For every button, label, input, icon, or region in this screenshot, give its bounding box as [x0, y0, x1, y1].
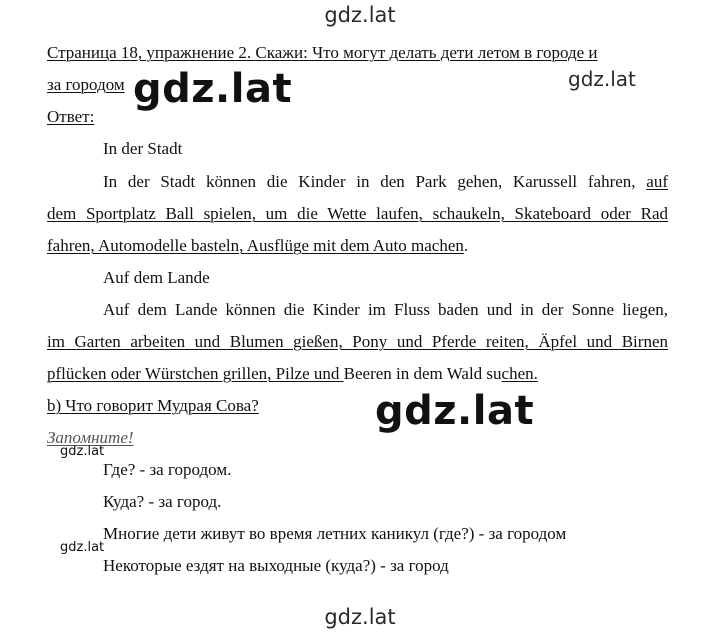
exercise-title-line-2: за городом: [47, 75, 125, 94]
watermark-large-1: gdz.lat: [133, 66, 293, 112]
city-heading: In der Stadt: [103, 139, 183, 158]
country-paragraph-line-1: Auf dem Lande können die Kinder im Fluss baden und in der Sonne liegen,: [103, 300, 668, 319]
answer-label: Ответ:: [47, 107, 95, 126]
city-paragraph-line-3: [47, 236, 468, 256]
city-paragraph-line-2: dem Sportplatz Ball spielen, um die Wette laufen, schaukeln, Skateboard oder Rad: [47, 204, 668, 223]
watermark-top: gdz.lat: [324, 3, 396, 27]
country-line-3-plain: Beeren in dem Wald su: [343, 364, 502, 383]
country-line-3-underlined-b: chen.: [501, 364, 538, 383]
country-paragraph-line-2: im Garten arbeiten und Blumen gießen, Pony und Pferde reiten, Äpfel und Birnen: [47, 332, 668, 351]
section-b-title: b) Что говорит Мудрая Сова?: [47, 396, 259, 415]
country-paragraph-line-3: [47, 364, 538, 384]
remember-note: Запомните!: [47, 428, 134, 447]
rule-item-4: Некоторые ездят на выходные (куда?) - за город: [103, 556, 449, 575]
city-line-3-end: .: [463, 236, 469, 255]
watermark-right: gdz.lat: [568, 67, 636, 91]
watermark-bottom: gdz.lat: [324, 605, 396, 629]
city-paragraph-line-1: [103, 172, 668, 192]
watermark-small-2: gdz.lat: [60, 540, 105, 555]
city-line-1-text: In der Stadt können die Kinder in den Park gehen, Karussell fahren,: [103, 172, 647, 191]
rule-item-2: Куда? - за город.: [103, 492, 222, 511]
rule-item-3: Многие дети живут во время летних каникул (где?) - за городом: [103, 524, 567, 543]
watermark-small-1: gdz.lat: [60, 444, 105, 459]
country-line-3-underlined-a: pflücken oder Würstchen grillen, Pilze und: [47, 364, 344, 383]
rule-item-1: Где? - за городом.: [103, 460, 232, 479]
exercise-title-line-1: Страница 18, упражнение 2. Скажи: Что могут делать дети летом в городе и: [47, 43, 598, 62]
country-heading: Auf dem Lande: [103, 268, 210, 287]
watermark-large-2: gdz.lat: [375, 388, 535, 434]
city-line-3-underlined: fahren, Automodelle basteln, Ausflüge mit dem Auto machen: [47, 236, 464, 255]
city-line-1-underlined: auf: [646, 172, 668, 191]
